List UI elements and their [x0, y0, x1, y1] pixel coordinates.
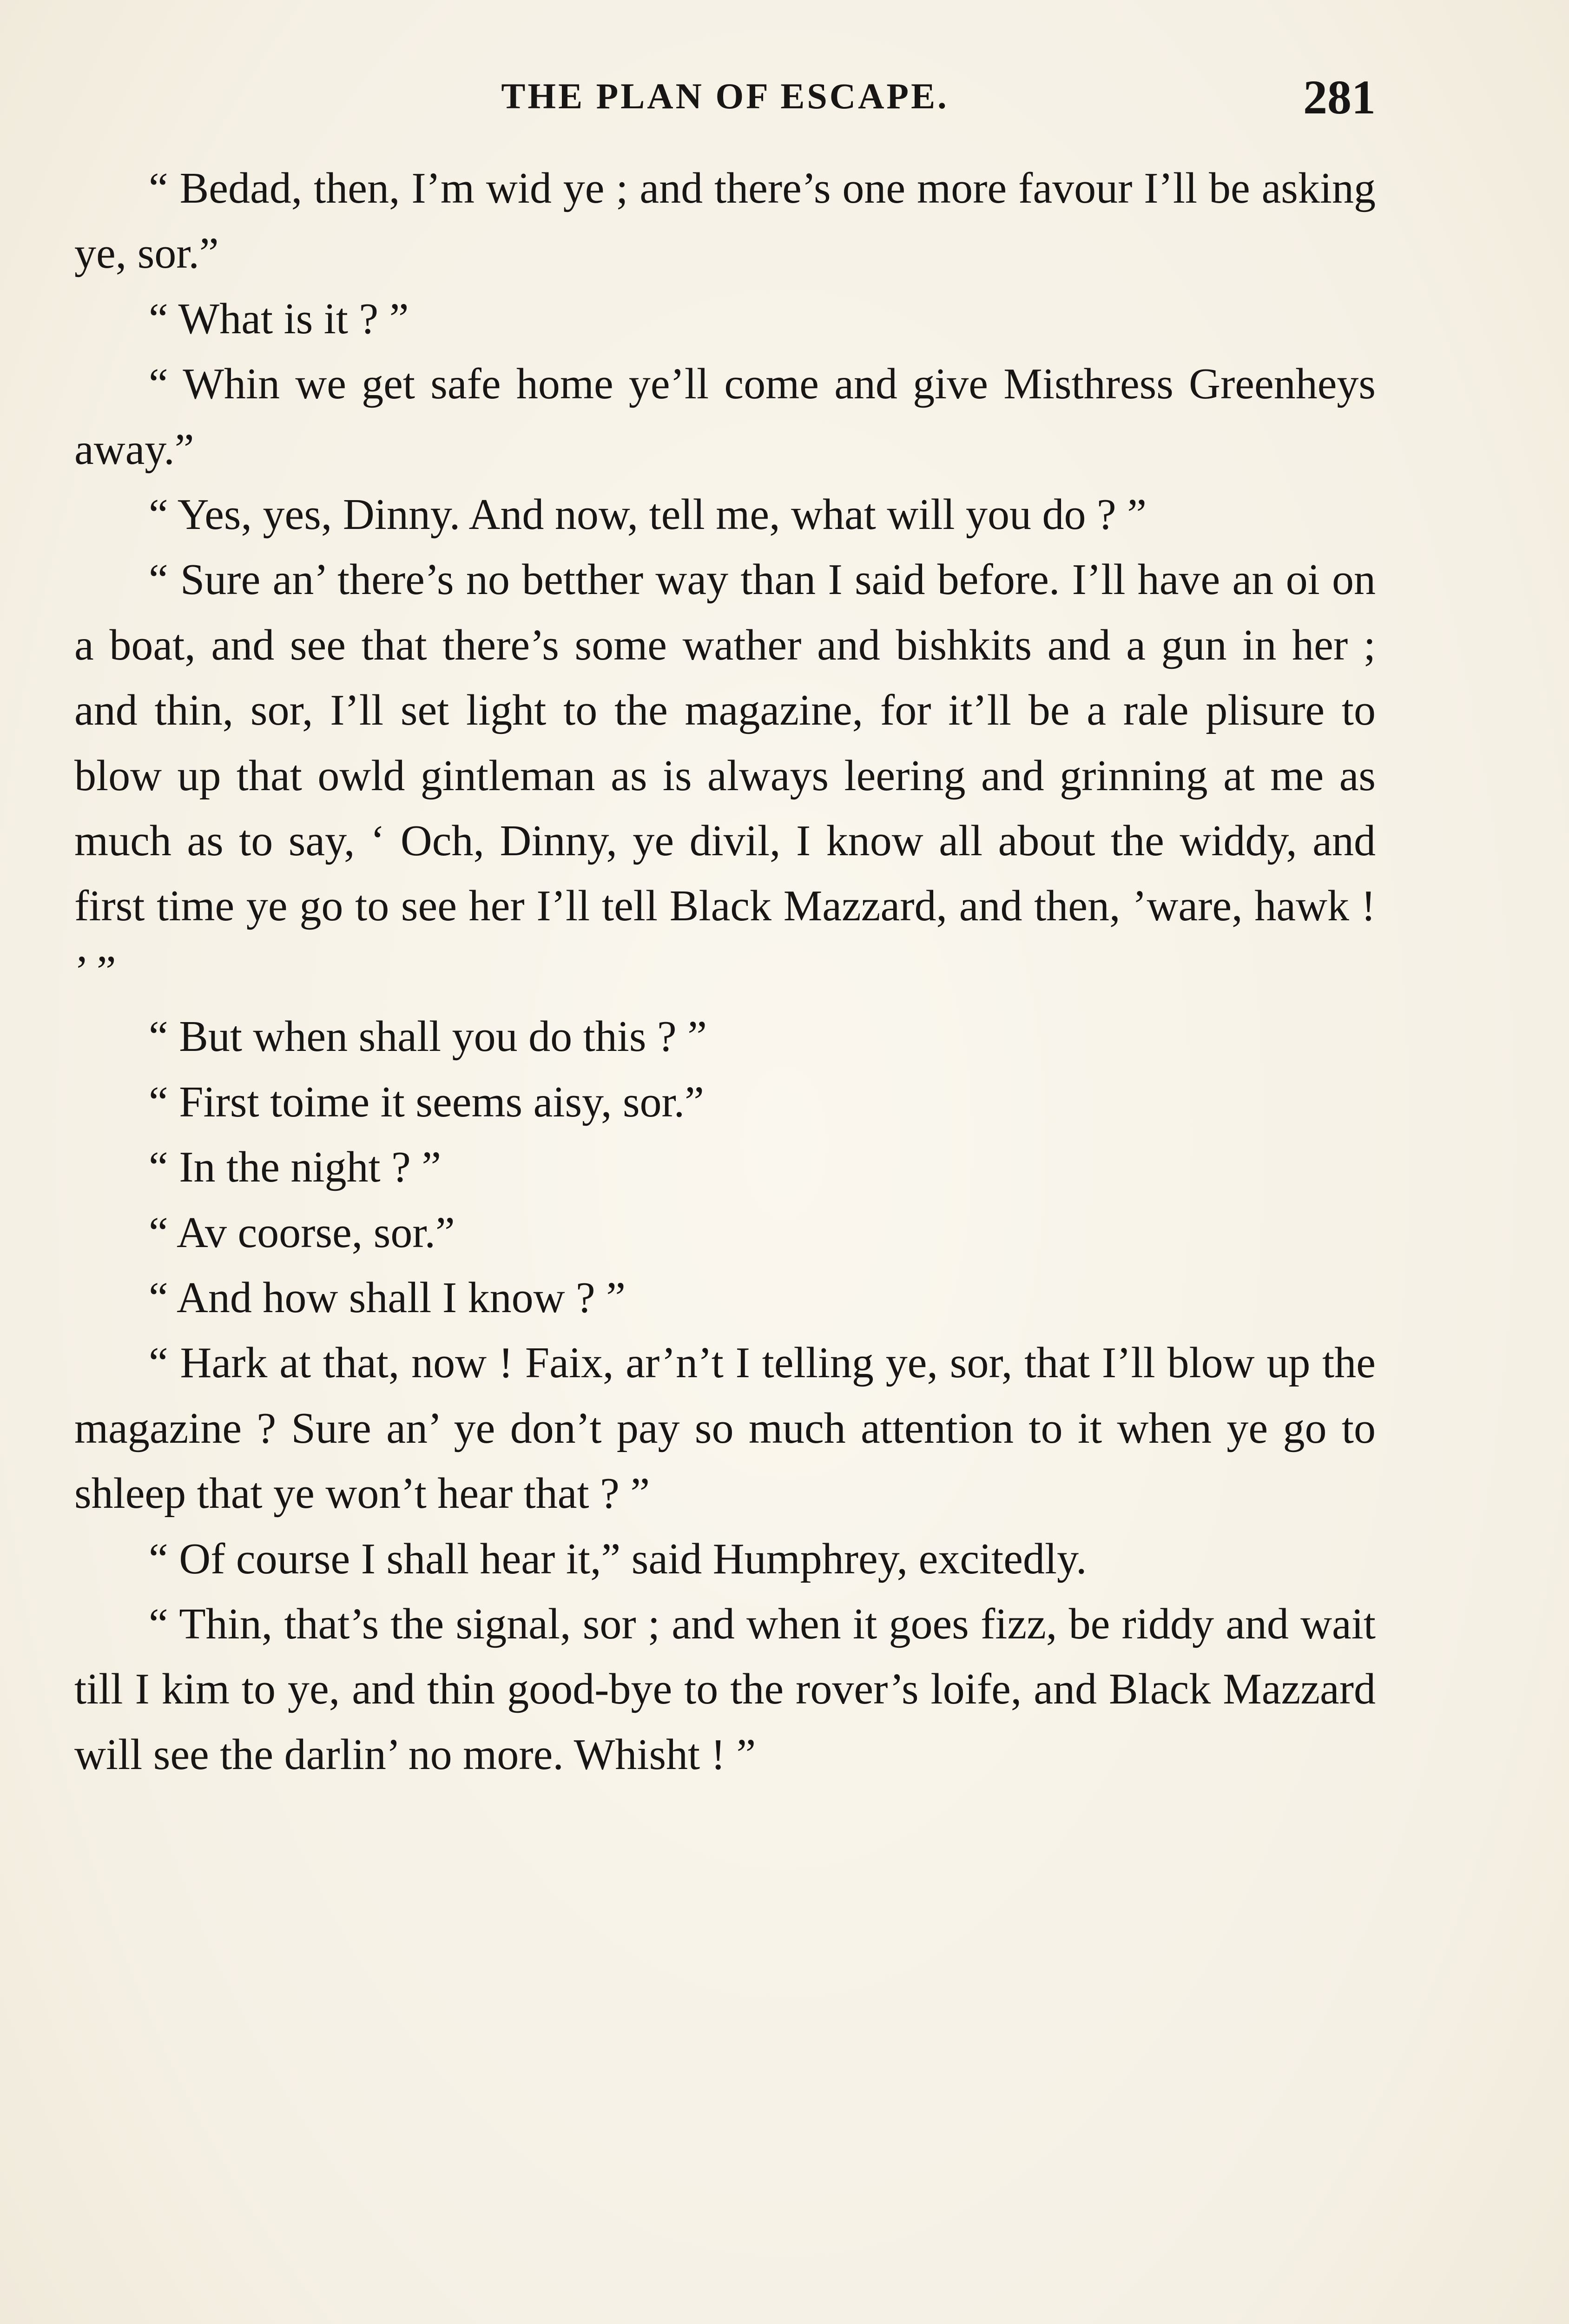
- paragraph: “ Whin we get safe home ye’ll come and give Misthress Greenheys away.”: [74, 360, 1376, 474]
- paragraph: “ Bedad, then, I’m wid ye ; and there’s one more favour I’ll be asking ye, sor.”: [74, 164, 1376, 278]
- paragraph: “ And how shall I know ? ”: [149, 1273, 626, 1322]
- paragraph: “ Of course I shall hear it,” said Humphrey, excitedly.: [149, 1534, 1087, 1583]
- page-header: [74, 70, 1376, 130]
- body-text: [74, 156, 1376, 1787]
- page-number: 281: [1303, 71, 1376, 124]
- paragraph: “ In the night ? ”: [149, 1143, 442, 1192]
- paragraph: “ Hark at that, now ! Faix, ar’n’t I telling ye, sor, that I’ll blow up the magazine ? Sure an’ ye don’t pay so much attention to it when ye go to shleep that ye won’t hear that ? ”: [74, 1339, 1376, 1518]
- paragraph: “ But when shall you do this ? ”: [149, 1012, 707, 1061]
- running-title: THE PLAN OF ESCAPE.: [501, 76, 949, 116]
- paragraph: “ Yes, yes, Dinny. And now, tell me, what will you do ? ”: [149, 490, 1147, 539]
- paragraph: “ Sure an’ there’s no betther way than I said before. I’ll have an oi on a boat, and see that there’s some wather and bishkits and a gun in her ; and thin, sor, I’ll set light to the magazine, for it’ll be a rale plisure to blow up that owld gintleman as is always leering and grinning at me as much as to say, ‘ Och, Dinny, ye divil, I know all about the widdy, and first time ye go to see her I’ll tell Black Mazzard, and then, ’ware, hawk ! ’ ”: [74, 555, 1376, 996]
- paragraph: “ First toime it seems aisy, sor.”: [149, 1077, 704, 1126]
- paragraph: “ Av coorse, sor.”: [149, 1208, 455, 1257]
- paragraph: “ Thin, that’s the signal, sor ; and when it goes fizz, be riddy and wait till I kim to ye, and thin good-bye to the rover’s loife, and Black Mazzard will see the darlin’ no more. Whisht ! ”: [74, 1599, 1376, 1779]
- paragraph: “ What is it ? ”: [149, 294, 409, 343]
